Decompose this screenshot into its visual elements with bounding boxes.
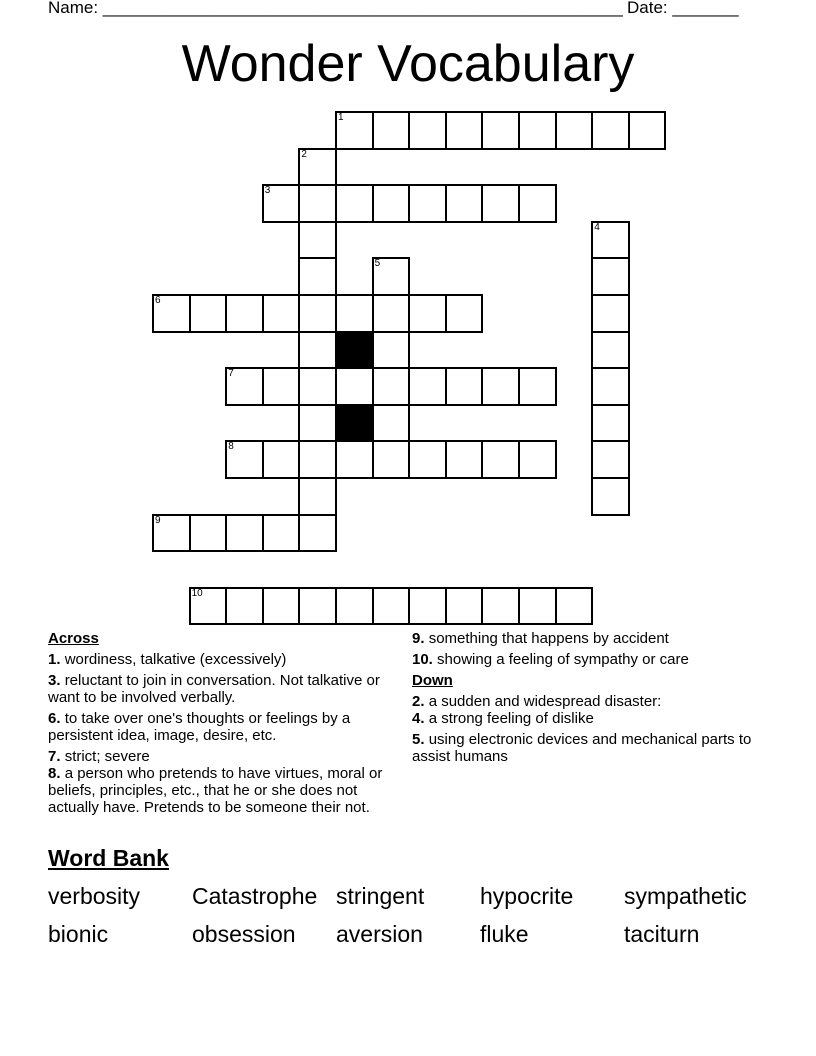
clue-across-1: 1. wordiness, talkative (excessively) — [48, 651, 287, 668]
word-bank-item: hypocrite — [480, 883, 574, 909]
crossword-cell[interactable] — [298, 184, 337, 223]
crossword-cell[interactable] — [262, 294, 301, 333]
crossword-cell[interactable] — [445, 587, 484, 626]
crossword-cell[interactable] — [298, 587, 337, 626]
crossword-cell[interactable] — [298, 331, 337, 370]
clues-right-column — [412, 630, 772, 769]
crossword-cell[interactable] — [335, 440, 374, 479]
word-bank-item: obsession — [192, 921, 296, 947]
word-bank-item: taciturn — [624, 921, 700, 947]
clue-across-3: 3. reluctant to join in conversation. Not talkative or want to be involved verbally. — [48, 672, 380, 706]
crossword-cell[interactable] — [262, 514, 301, 553]
page-title: Wonder Vocabulary — [181, 35, 635, 93]
crossword-cell[interactable] — [225, 367, 264, 406]
crossword-cell[interactable] — [445, 111, 484, 150]
crossword-cell[interactable] — [298, 440, 337, 479]
crossword-cell[interactable] — [591, 111, 630, 150]
crossword-cell[interactable] — [225, 440, 264, 479]
crossword-cell[interactable] — [262, 184, 301, 223]
crossword-cell[interactable] — [225, 514, 264, 553]
crossword-cell[interactable] — [335, 294, 374, 333]
across-heading: Across — [48, 630, 99, 647]
clue-number-label: 6 — [155, 295, 161, 306]
crossword-cell[interactable] — [445, 440, 484, 479]
crossword-cell[interactable] — [298, 294, 337, 333]
crossword-cell[interactable] — [298, 148, 337, 187]
crossword-cell[interactable] — [591, 440, 630, 479]
crossword-cell[interactable] — [298, 221, 337, 260]
crossword-cell[interactable] — [152, 294, 191, 333]
clue-down-5: 5. using electronic devices and mechanical parts to assist humans — [412, 731, 752, 765]
crossword-cell[interactable] — [591, 331, 630, 370]
crossword-cell[interactable] — [408, 294, 447, 333]
crossword-cell[interactable] — [518, 367, 557, 406]
crossword-cell[interactable] — [591, 221, 630, 260]
crossword-cell[interactable] — [408, 111, 447, 150]
word-bank-item: Catastrophe — [192, 883, 318, 909]
clue-number-label: 2 — [301, 148, 307, 160]
clue-number-label: 5 — [374, 258, 381, 270]
crossword-cell[interactable] — [481, 587, 520, 626]
clue-down-4: 4. a strong feeling of dislike — [412, 710, 594, 727]
clue-across-8: 8. a person who pretends to have virtues, moral or beliefs, principles, etc., that he or she does not actually have. Pretends to be someone their not. — [48, 765, 383, 816]
crossword-cell[interactable] — [225, 587, 264, 626]
crossword-cell[interactable] — [591, 294, 630, 333]
crossword-cell[interactable] — [408, 587, 447, 626]
crossword-cell[interactable] — [189, 294, 228, 333]
crossword-cell[interactable] — [372, 111, 411, 150]
crossword-cell[interactable] — [372, 331, 411, 370]
word-bank-item: sympathetic — [624, 883, 747, 909]
crossword-cell[interactable] — [189, 587, 228, 626]
crossword-block-cell — [335, 404, 374, 443]
crossword-cell[interactable] — [189, 514, 228, 553]
crossword-cell[interactable] — [591, 477, 630, 516]
crossword-cell[interactable] — [335, 184, 374, 223]
crossword-cell[interactable] — [481, 367, 520, 406]
crossword-cell[interactable] — [225, 294, 264, 333]
crossword-block-cell — [335, 331, 374, 370]
crossword-cell[interactable] — [335, 111, 374, 150]
word-bank-item: fluke — [480, 921, 529, 947]
crossword-cell[interactable] — [372, 257, 411, 296]
clue-across-6: 6. to take over one's thoughts or feelings by a persistent idea, image, desire, etc. — [48, 710, 351, 744]
crossword-cell[interactable] — [262, 587, 301, 626]
crossword-cell[interactable] — [555, 587, 594, 626]
clue-across-9: 9. something that happens by accident — [412, 630, 669, 647]
crossword-cell[interactable] — [372, 440, 411, 479]
crossword-cell[interactable] — [555, 111, 594, 150]
crossword-cell[interactable] — [152, 514, 191, 553]
clue-number-label: 1 — [338, 112, 344, 123]
crossword-cell[interactable] — [481, 111, 520, 150]
crossword-cell[interactable] — [518, 587, 557, 626]
word-bank-item: aversion — [336, 921, 423, 947]
crossword-cell[interactable] — [408, 440, 447, 479]
crossword-cell[interactable] — [372, 184, 411, 223]
crossword-cell[interactable] — [628, 111, 667, 150]
clue-down-2: 2. a sudden and widespread disaster: — [412, 693, 662, 710]
crossword-cell[interactable] — [335, 367, 374, 406]
crossword-cell[interactable] — [445, 294, 484, 333]
crossword-cell[interactable] — [372, 587, 411, 626]
clue-number-label: 9 — [155, 514, 161, 526]
clue-number-label: 8 — [228, 441, 234, 453]
crossword-cell[interactable] — [591, 367, 630, 406]
crossword-cell[interactable] — [445, 184, 484, 223]
crossword-cell[interactable] — [298, 477, 337, 516]
down-heading: Down — [412, 672, 453, 689]
crossword-cell[interactable] — [518, 440, 557, 479]
crossword-cell[interactable] — [372, 404, 411, 443]
crossword-cell[interactable] — [481, 440, 520, 479]
crossword-cell[interactable] — [408, 367, 447, 406]
word-bank-item: stringent — [336, 883, 425, 909]
crossword-cell[interactable] — [518, 111, 557, 150]
crossword-cell[interactable] — [591, 257, 630, 296]
date-field-label: Date: _______ — [627, 0, 739, 17]
word-bank-item: verbosity — [48, 883, 141, 909]
crossword-cell[interactable] — [445, 367, 484, 406]
crossword-cell[interactable] — [408, 184, 447, 223]
clue-number-label: 3 — [264, 185, 271, 197]
crossword-cell[interactable] — [298, 367, 337, 406]
crossword-cell[interactable] — [335, 587, 374, 626]
word-bank-item: bionic — [48, 921, 109, 947]
clue-number-label: 7 — [228, 368, 234, 380]
crossword-cell[interactable] — [372, 294, 411, 333]
crossword-cell[interactable] — [298, 514, 337, 553]
crossword-cell[interactable] — [262, 367, 301, 406]
crossword-cell[interactable] — [481, 184, 520, 223]
clue-number-label: 4 — [594, 221, 600, 233]
crossword-cell[interactable] — [372, 367, 411, 406]
clues-left-column — [48, 630, 403, 820]
clue-number-label: 10 — [191, 587, 203, 599]
crossword-cell[interactable] — [591, 404, 630, 443]
word-bank-title: Word Bank — [48, 845, 169, 871]
name-field-label: Name: _______________________________________________________ — [48, 0, 623, 17]
crossword-cell[interactable] — [518, 184, 557, 223]
crossword-cell[interactable] — [298, 257, 337, 296]
crossword-cell[interactable] — [262, 440, 301, 479]
crossword-cell[interactable] — [298, 404, 337, 443]
clue-across-10: 10. showing a feeling of sympathy or care — [412, 651, 689, 668]
clue-across-7: 7. strict; severe — [48, 748, 150, 765]
